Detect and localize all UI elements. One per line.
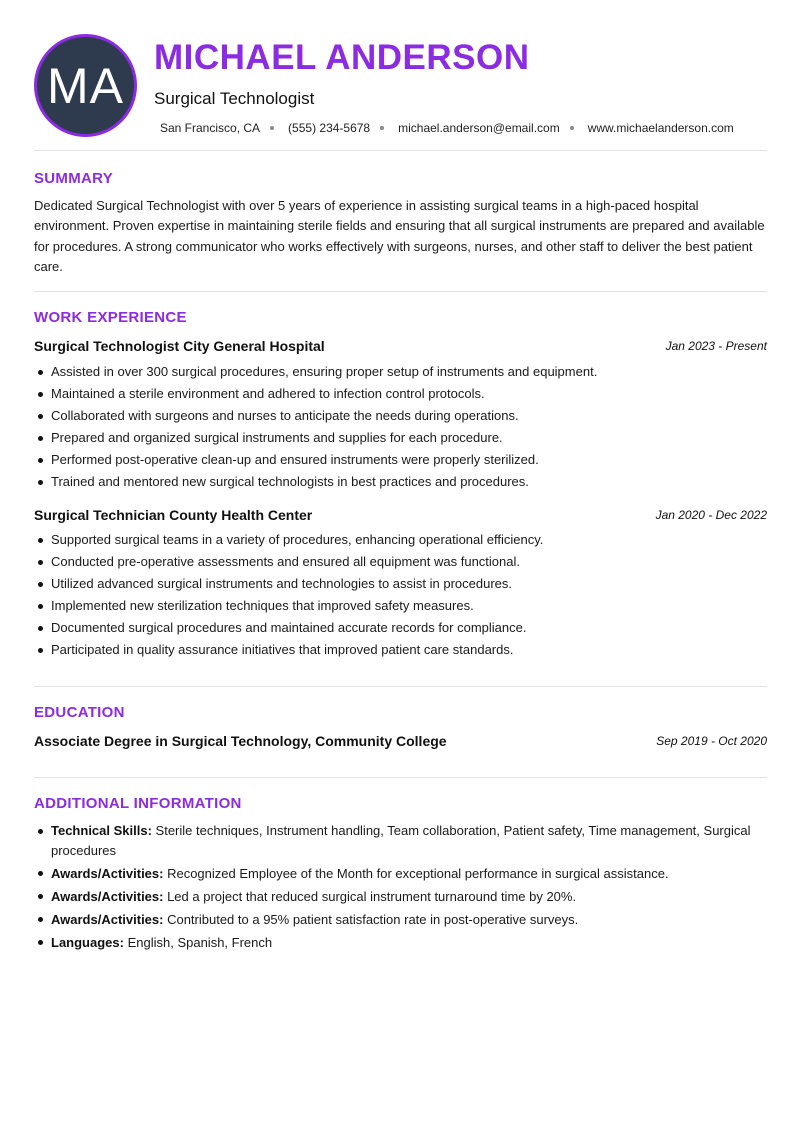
contact-website[interactable]: www.michaelanderson.com	[587, 121, 734, 135]
separator-dot	[570, 126, 574, 130]
item-text: English, Spanish, French	[123, 934, 273, 950]
contact-email[interactable]: michael.anderson@email.com	[398, 121, 560, 135]
item-label: Awards/Activities:	[51, 911, 164, 927]
list-item: Utilized advanced surgical instruments and technologies to assist in procedures.	[34, 573, 767, 595]
divider	[34, 777, 767, 778]
item-label: Awards/Activities:	[51, 865, 164, 881]
job-header	[34, 338, 767, 356]
list-item	[34, 910, 767, 930]
list-item: Documented surgical procedures and maintained accurate records for compliance.	[34, 617, 767, 639]
avatar	[34, 34, 137, 137]
list-item: Collaborated with surgeons and nurses to anticipate the needs during operations.	[34, 405, 767, 427]
list-item	[34, 864, 767, 884]
item-text: Contributed to a 95% patient satisfaction rate in post-operative surveys.	[163, 911, 579, 927]
contact-location: San Francisco, CA	[160, 121, 261, 135]
resume-header	[34, 34, 767, 138]
job-title: Surgical Technician County Health Center	[34, 507, 313, 523]
candidate-role: Surgical Technologist	[154, 89, 315, 108]
job-header	[34, 507, 767, 525]
divider	[34, 150, 767, 151]
list-item	[34, 887, 767, 907]
separator-dot	[380, 126, 384, 130]
list-item: Trained and mentored new surgical technologists in best practices and procedures.	[34, 471, 767, 493]
list-item: Supported surgical teams in a variety of procedures, enhancing operational efficiency.	[34, 529, 767, 551]
education-dates: Sep 2019 - Oct 2020	[656, 734, 767, 748]
additional-info-list	[34, 821, 767, 956]
divider	[34, 686, 767, 687]
summary-heading: SUMMARY	[34, 170, 114, 187]
job-title: Surgical Technologist City General Hospital	[34, 338, 325, 354]
list-item: Maintained a sterile environment and adhered to infection control protocols.	[34, 383, 767, 405]
item-text: Led a project that reduced surgical instrument turnaround time by 20%.	[163, 888, 577, 904]
list-item	[34, 821, 767, 860]
separator-dot	[270, 126, 274, 130]
item-label: Technical Skills:	[51, 823, 152, 838]
list-item: Prepared and organized surgical instruments and supplies for each procedure.	[34, 427, 767, 449]
degree: Associate Degree in Surgical Technology, Community College	[34, 733, 447, 749]
list-item	[34, 933, 767, 953]
list-item: Performed post-operative clean-up and ensured instruments were properly sterilized.	[34, 449, 767, 471]
job-bullets	[34, 361, 767, 494]
divider	[34, 291, 767, 292]
list-item: Assisted in over 300 surgical procedures, ensuring proper setup of instruments and equipment.	[34, 361, 767, 383]
contact-line	[160, 121, 734, 135]
list-item: Participated in quality assurance initiatives that improved patient care standards.	[34, 639, 767, 661]
item-text: Sterile techniques, Instrument handling, Team collaboration, Patient safety, Time management, Surgical procedures	[51, 823, 751, 858]
job-dates: Jan 2023 - Present	[665, 339, 767, 353]
item-label: Languages:	[51, 934, 124, 950]
additional-info-heading: ADDITIONAL INFORMATION	[34, 795, 242, 812]
summary-text: Dedicated Surgical Technologist with over 5 years of experience in assisting surgical teams in a high-paced hospital environment. Proven expertise in maintaining sterile fields and ensuring that all surgical instruments are prepared and available for procedures. A strong communicator who works effectively with surgeons, nurses, and other staff to deliver the best patient care.	[34, 198, 765, 274]
list-item: Implemented new sterilization techniques that improved safety measures.	[34, 595, 767, 617]
contact-phone[interactable]: (555) 234-5678	[288, 121, 371, 135]
item-text: Recognized Employee of the Month for exceptional performance in surgical assistance.	[163, 865, 669, 881]
job-bullets	[34, 529, 767, 662]
avatar-initials: MA	[47, 57, 124, 114]
item-label: Awards/Activities:	[51, 888, 164, 904]
job-dates: Jan 2020 - Dec 2022	[655, 508, 767, 522]
work-experience-heading: WORK EXPERIENCE	[34, 309, 187, 326]
candidate-name: MICHAEL ANDERSON	[154, 38, 530, 77]
list-item: Conducted pre-operative assessments and ensured all equipment was functional.	[34, 551, 767, 573]
education-entry	[34, 733, 767, 751]
education-heading: EDUCATION	[34, 704, 125, 721]
